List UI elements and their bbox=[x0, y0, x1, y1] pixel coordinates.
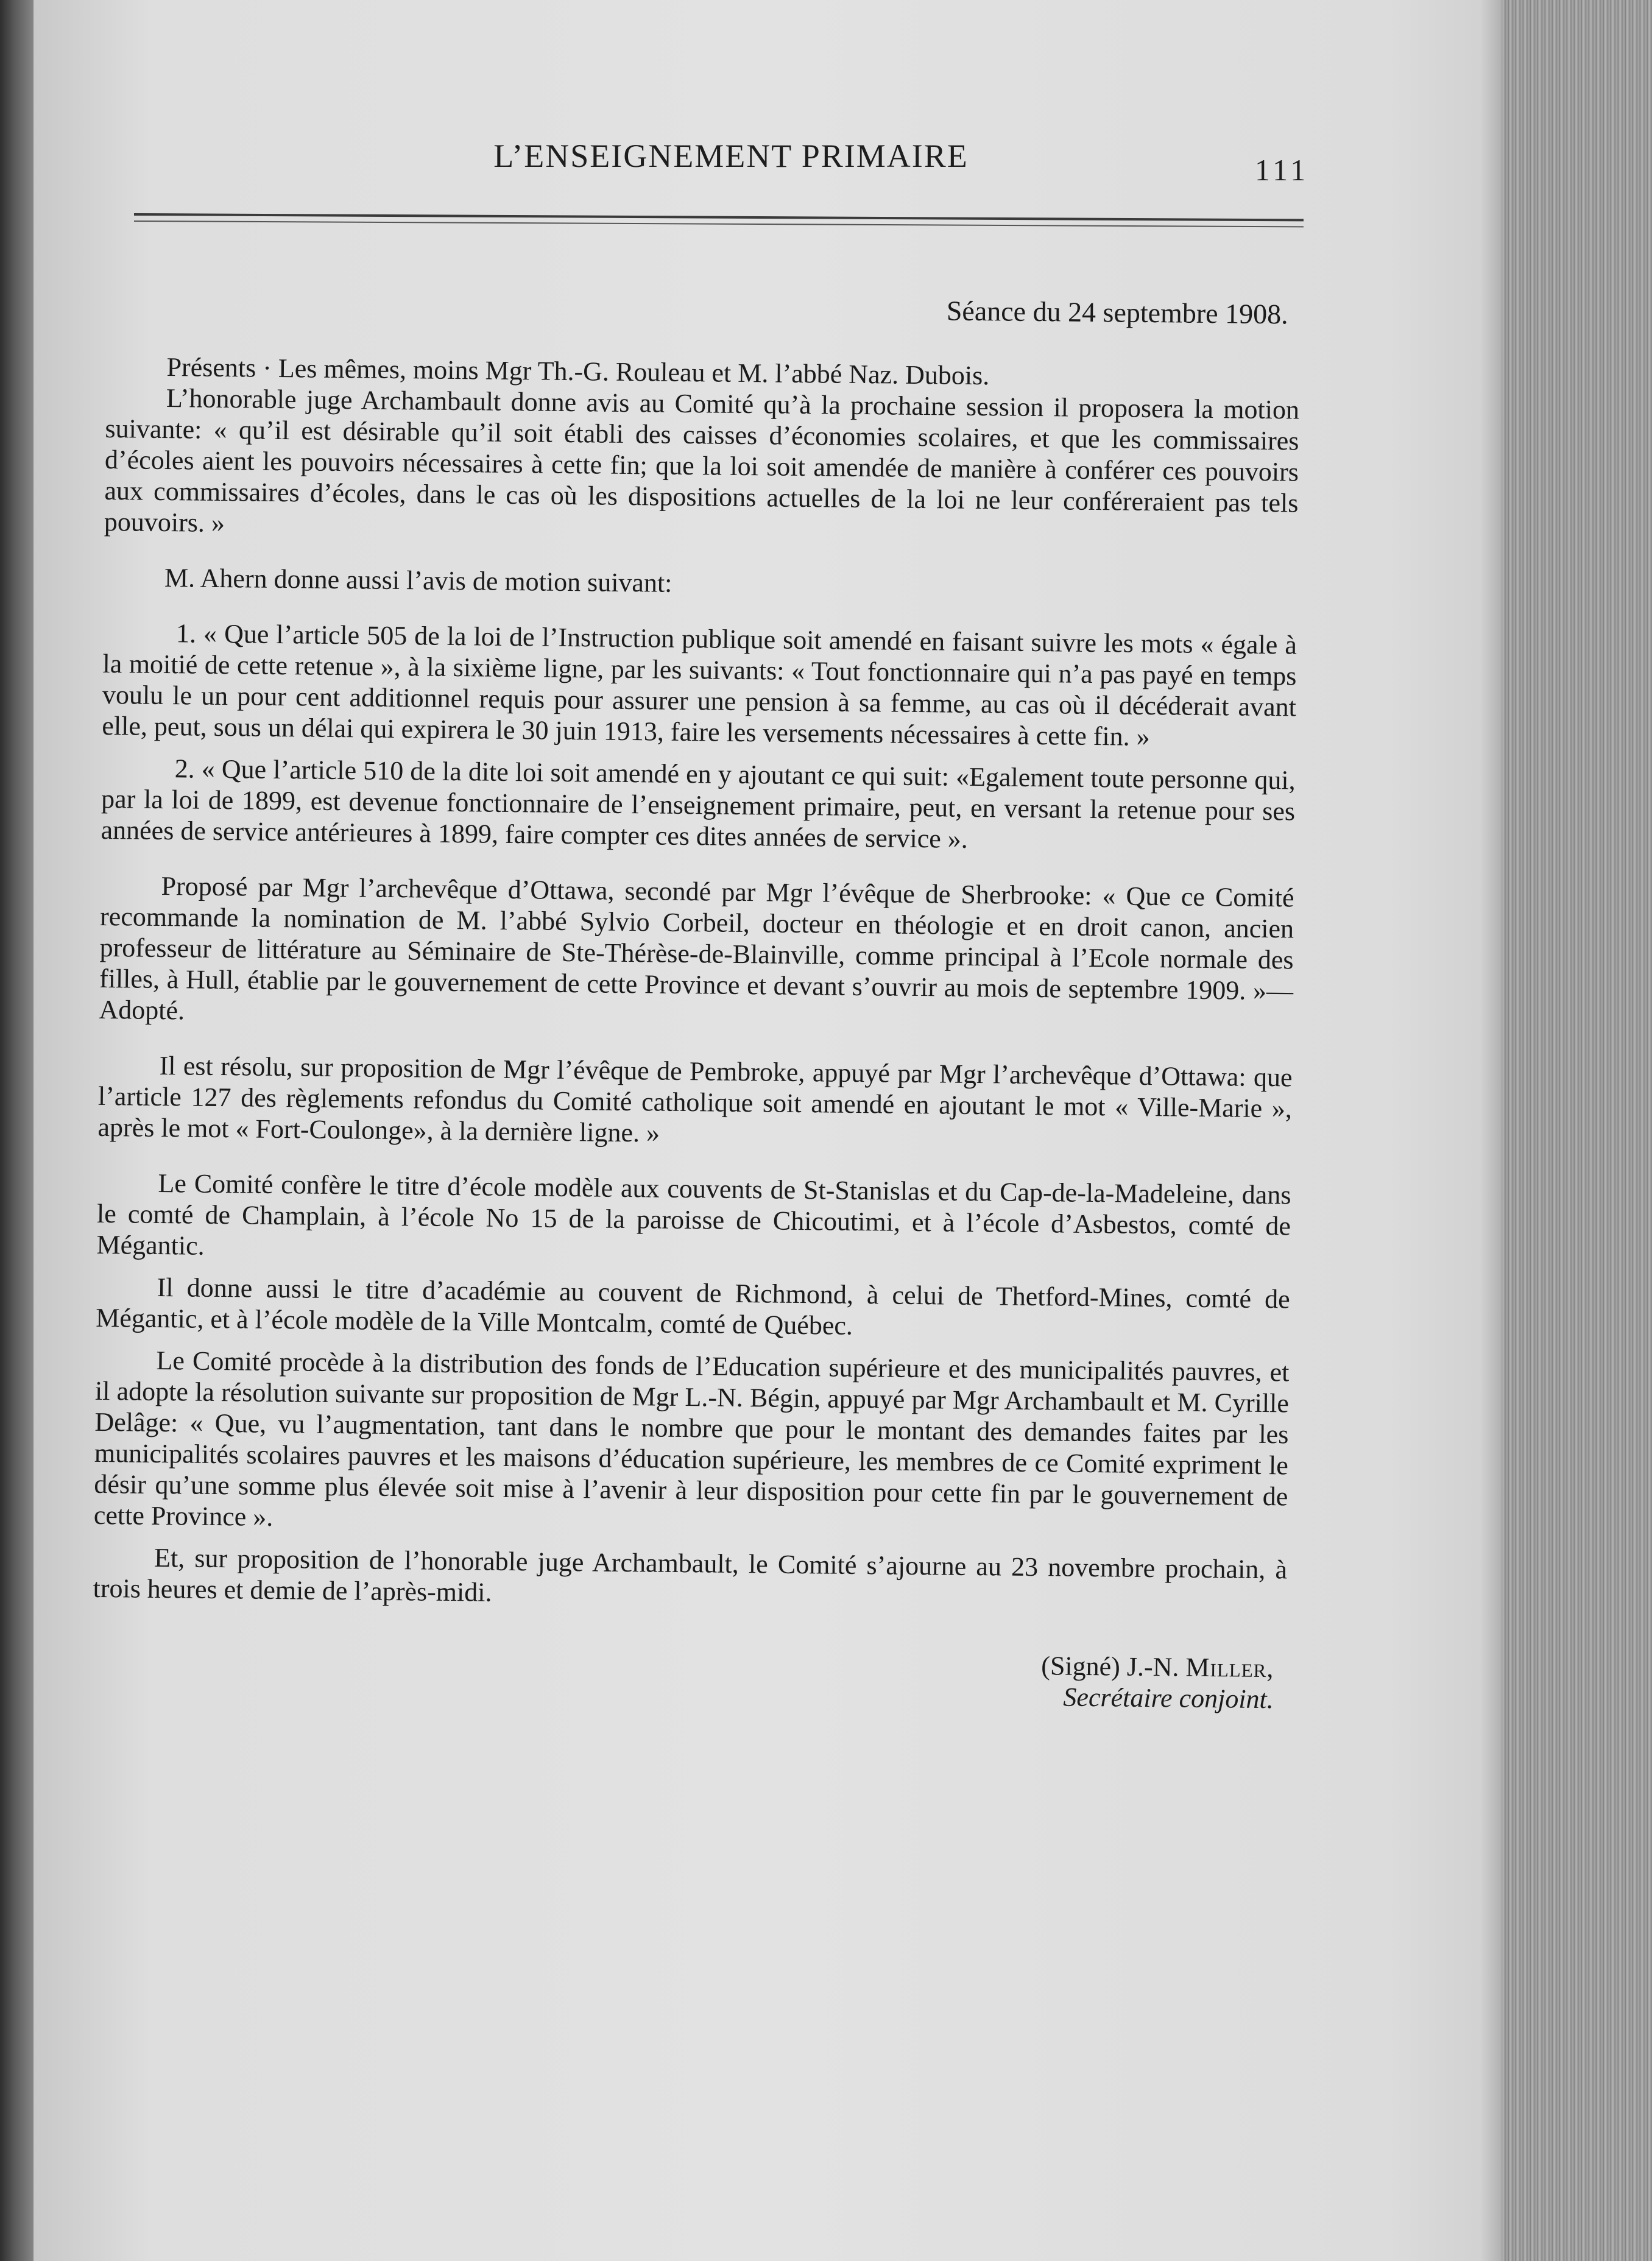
running-header-title: L’ENSEIGNEMENT PRIMAIRE bbox=[493, 138, 969, 174]
signature-name: Miller, bbox=[1185, 1652, 1274, 1684]
paragraph-ajourne: Et, sur proposition de l’honorable juge Archambault, le Comité s’ajourne au 23 novembre prochain, à trois heures et demie de l’après-midi. bbox=[93, 1542, 1288, 1607]
document-body bbox=[92, 286, 1301, 1715]
session-heading: Séance du 24 septembre 1908. bbox=[946, 295, 1288, 330]
motion-item-1: 1. « Que l’article 505 de la loi de l’Instruction publique soit amendé en faisant suivre les mots « égale à la moitié de cette retenue », à la sixième ligne, par les suivants: « Tout fonctionnaire qui n’a pas payé en temps voulu le un pour cent additionnel requis pour assurer une pension à sa femme, au cas où il décéderait avant elle, peut, sous un délai qui expirera le 30 juin 1913, faire les versements nécessaires à cette fin. » bbox=[102, 618, 1297, 752]
paragraph-distribution: Le Comité procède à la distribution des fonds de l’Education supérieure et des municipalités pauvres, et il adopte la résolution suivante sur proposition de Mgr L.-N. Bégin, appuyé par Mgr Archambault et M. Cyrille Delâge: « Que, vu l’augmentation, tant dans le nombre que pour le montant des demandes faites par les municipalités scolaires pauvres et les maisons d’éducation supérieure, les membres de ce Comité expriment le désir qu’une somme plus élevée soit mise à l’avenir à leur disposition pour cette fin par le gouvernement de cette Province ». bbox=[93, 1345, 1290, 1532]
paragraph-presents: Présents · Les mêmes, moins Mgr Th.-G. Rouleau et M. l’abbé Naz. Dubois. bbox=[166, 352, 990, 391]
paragraph-academie: Il donne aussi le titre d’académie au couvent de Richmond, à celui de Thetford-Mines, comté de Mégantic, et à l’école modèle de la Ville Montcalm, comté de Québec. bbox=[96, 1272, 1290, 1341]
left-page-edge bbox=[0, 0, 37, 2261]
paragraph-ahern-intro: M. Ahern donne aussi l’avis de motion suivant: bbox=[164, 563, 672, 598]
paragraph-resolu: Il est résolu, sur proposition de Mgr l’évêque de Pembroke, appuyé par Mgr l’archevêque d’Ottawa: que l’article 127 des règlements refondus du Comité catholique soit amendé en ajoutant le mot « Ville-Marie », après le mot « Fort-Coulonge», à la dernière ligne. » bbox=[97, 1050, 1293, 1148]
paragraph-archambault-notice: L’honorable juge Archambault donne avis au Comité qu’à la prochaine session il proposera la motion suivante: « qu’il est désirable qu’il soit établi des caisses d’économies scolaires, et que les commissaires d’écoles aient les pouvoirs nécessaires à cette fin; que la loi soit amendée de manière à conférer ces pouvoirs aux commissaires d’écoles, dans le cas où les dispositions actuelles de la loi ne leur conféreraient pas tels pouvoirs. » bbox=[104, 383, 1300, 538]
signature-prefix: (Signé) J.-N. bbox=[1041, 1651, 1179, 1682]
motion-item-2: 2. « Que l’article 510 de la dite loi soit amendé en y ajoutant ce qui suit: «Egalement toute personne qui, par la loi de 1899, est devenue fonctionnaire de l’enseignement primaire, peut, en versant la retenue pour ses années de service antérieures à 1899, faire compter ces dites années de service ». bbox=[101, 753, 1296, 854]
paragraph-ecole-modele: Le Comité confère le titre d’école modèle aux couvents de St-Stanislas et du Cap-de-la-Madeleine, dans le comté de Champlain, à l’école No 15 de la paroisse de Chicoutimi, et à l’école d’Asbestos, comté de Mégantic. bbox=[96, 1168, 1291, 1261]
paragraph-propose: Proposé par Mgr l’archevêque d’Ottawa, secondé par Mgr l’évêque de Sherbrooke: « Que ce Comité recommande la nomination de M. l’abbé Sylvio Corbeil, docteur en théologie et en droit canon, ancien professeur de littérature au Séminaire de Ste-Thérèse-de-Blainville, comme principal à l’Ecole normale des filles, à Hull, établie par le gouvernement de cette Province et devant s’ouvrir au mois de septembre 1909. »— Adopté. bbox=[99, 870, 1294, 1026]
book-spine-edge bbox=[1502, 0, 1652, 2261]
signature-role: Secrétaire conjoint. bbox=[1063, 1682, 1274, 1715]
page-number: 111 bbox=[1255, 153, 1310, 187]
